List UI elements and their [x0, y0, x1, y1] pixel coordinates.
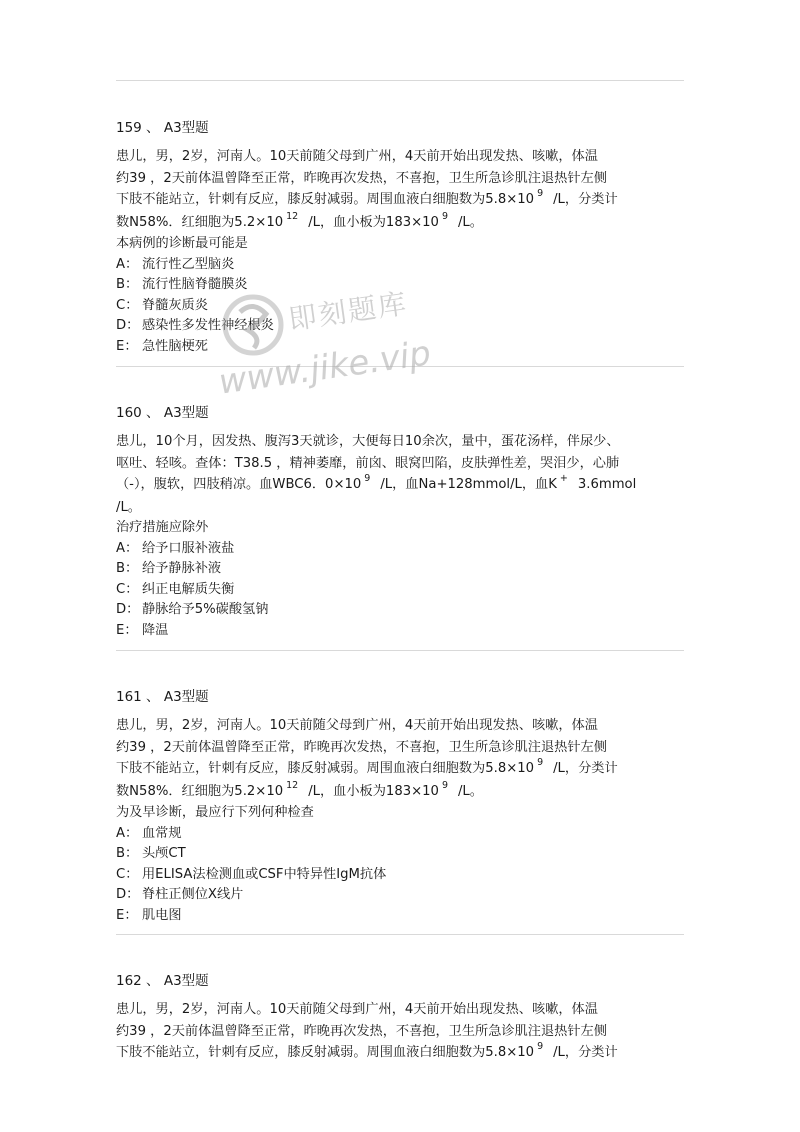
answer-option[interactable] [116, 824, 686, 845]
question-prompt: 本病例的诊断最可能是 [116, 236, 248, 251]
question-stem [116, 431, 686, 518]
option-key: E： [116, 622, 138, 638]
superscript: 12 [286, 210, 299, 222]
option-text: 用ELISA法检测血或CSF中特异性IgM抗体 [142, 866, 387, 882]
answer-option[interactable] [116, 296, 686, 317]
question-block [116, 971, 686, 1065]
question-prompt: 治疗措施应除外 [116, 520, 209, 535]
question-title: 162 、 A3型题 [116, 973, 209, 989]
stem-line: /L。 [116, 499, 141, 515]
answer-option[interactable] [116, 275, 686, 296]
question-block [116, 687, 686, 926]
divider [116, 650, 684, 651]
option-key: D： [116, 318, 140, 333]
answer-option[interactable] [116, 906, 686, 927]
answer-option[interactable] [116, 316, 686, 337]
option-key: D： [116, 602, 140, 617]
option-text: 给予静脉补液 [142, 561, 222, 576]
question-title: 161 、 A3型题 [116, 689, 209, 705]
option-text: 感染性多发性神经根炎 [142, 318, 274, 333]
option-text: 脊髓灰质炎 [142, 297, 208, 313]
answer-option[interactable] [116, 539, 686, 560]
stem-line: 下肢不能站立，针刺有反应，膝反射减弱。周围血液白细胞数为5.8×10 $^9$ /L，分类计 [116, 757, 618, 776]
superscript: 9 [537, 188, 544, 199]
option-key: E： [116, 907, 138, 923]
superscript: 9 [537, 757, 544, 768]
option-key: B： [116, 561, 139, 576]
option-key: A： [116, 256, 139, 272]
divider [116, 366, 684, 367]
superscript: 9 [441, 210, 448, 222]
option-text: 肌电图 [142, 907, 182, 923]
stem-line: （-），腹软，四肢稍凉。血WBC6．0×10 $^9$ /L，血Na+128mmol/L，血K + 3.6mmol [116, 473, 637, 492]
answer-option[interactable] [116, 580, 686, 601]
watermark-url: www.jike.vip [216, 333, 434, 403]
answer-option[interactable] [116, 865, 686, 886]
answer-option[interactable] [116, 559, 686, 580]
question-stem [116, 715, 686, 803]
option-key: A： [116, 825, 139, 841]
option-key: C： [116, 297, 139, 313]
superscript: 9 [364, 473, 371, 484]
stem-line: 患儿，男，2岁，河南人。10天前随父母到广州，4天前开始出现发热、咳嗽，体温 [116, 149, 598, 164]
option-key: D： [116, 887, 140, 902]
answer-option[interactable] [116, 337, 686, 358]
option-key: C： [116, 581, 139, 597]
stem-line: 患儿，10个月，因发热、腹泻3天就诊，大便每日10余次，量中，蛋花汤样，伴尿少、 [116, 434, 620, 449]
option-text: 急性脑梗死 [142, 338, 208, 354]
answer-option[interactable] [116, 255, 686, 276]
stem-line: 下肢不能站立，针刺有反应，膝反射减弱。周围血液白细胞数为5.8×10 $^9$ /L，分类计 [116, 188, 618, 207]
option-key: B： [116, 277, 139, 292]
question-block [116, 118, 686, 357]
superscript: 9 [537, 1041, 544, 1052]
question-title: 159 、 A3型题 [116, 120, 209, 136]
stem-line: 患儿，男，2岁，河南人。10天前随父母到广州，4天前开始出现发热、咳嗽，体温 [116, 1002, 598, 1017]
question-stem [116, 146, 686, 234]
divider [116, 80, 684, 81]
option-text: 血常规 [142, 825, 182, 841]
question-stem [116, 999, 686, 1065]
question-prompt: 为及早诊断，最应行下列何种检查 [116, 805, 314, 820]
answer-option[interactable] [116, 600, 686, 621]
option-key: A： [116, 540, 139, 556]
stem-line: 下肢不能站立，针刺有反应，膝反射减弱。周围血液白细胞数为5.8×10 $^9$ /L，分类计 [116, 1041, 618, 1060]
question-block [116, 403, 686, 641]
answer-option[interactable] [116, 621, 686, 642]
option-key: C： [116, 866, 139, 882]
stem-line: 呕吐、轻咳。查体：T38.5 ，精神萎靡，前囟、眼窝凹陷，皮肤弹性差，哭泪少，心肺 [116, 455, 620, 471]
option-text: 脊柱正侧位X线片 [142, 887, 244, 902]
divider [116, 934, 684, 935]
superscript: + [559, 473, 568, 484]
option-text: 降温 [142, 622, 169, 638]
option-text: 流行性乙型脑炎 [142, 256, 235, 272]
watermark-cn: 即刻题库 [286, 286, 410, 337]
option-key: B： [116, 846, 139, 861]
stem-line: 约39 ，2天前体温曾降至正常，昨晚再次发热，不喜抱，卫生所急诊肌注退热针左侧 [116, 170, 607, 186]
answer-option[interactable] [116, 885, 686, 906]
option-text: 头颅CT [142, 846, 186, 861]
option-text: 流行性脑脊髓膜炎 [142, 277, 248, 292]
option-text: 纠正电解质失衡 [142, 581, 235, 597]
option-key: E： [116, 338, 138, 354]
stem-line: 数N58%．红细胞为5.2×10 $^{12}$ /L，血小板为183×10 $^9$ /L。 [116, 779, 483, 799]
option-text: 静脉给予5%碳酸氢钠 [142, 602, 269, 617]
answer-option[interactable] [116, 844, 686, 865]
stem-line: 数N58%．红细胞为5.2×10 $^{12}$ /L，血小板为183×10 $^9$ /L。 [116, 210, 483, 230]
question-title: 160 、 A3型题 [116, 405, 209, 421]
stem-line: 患儿，男，2岁，河南人。10天前随父母到广州，4天前开始出现发热、咳嗽，体温 [116, 718, 598, 733]
option-text: 给予口服补液盐 [142, 540, 235, 556]
stem-line: 约39 ，2天前体温曾降至正常，昨晚再次发热，不喜抱，卫生所急诊肌注退热针左侧 [116, 739, 607, 755]
superscript: 9 [441, 779, 448, 791]
superscript: 12 [286, 779, 299, 791]
stem-line: 约39 ，2天前体温曾降至正常，昨晚再次发热，不喜抱，卫生所急诊肌注退热针左侧 [116, 1023, 607, 1039]
